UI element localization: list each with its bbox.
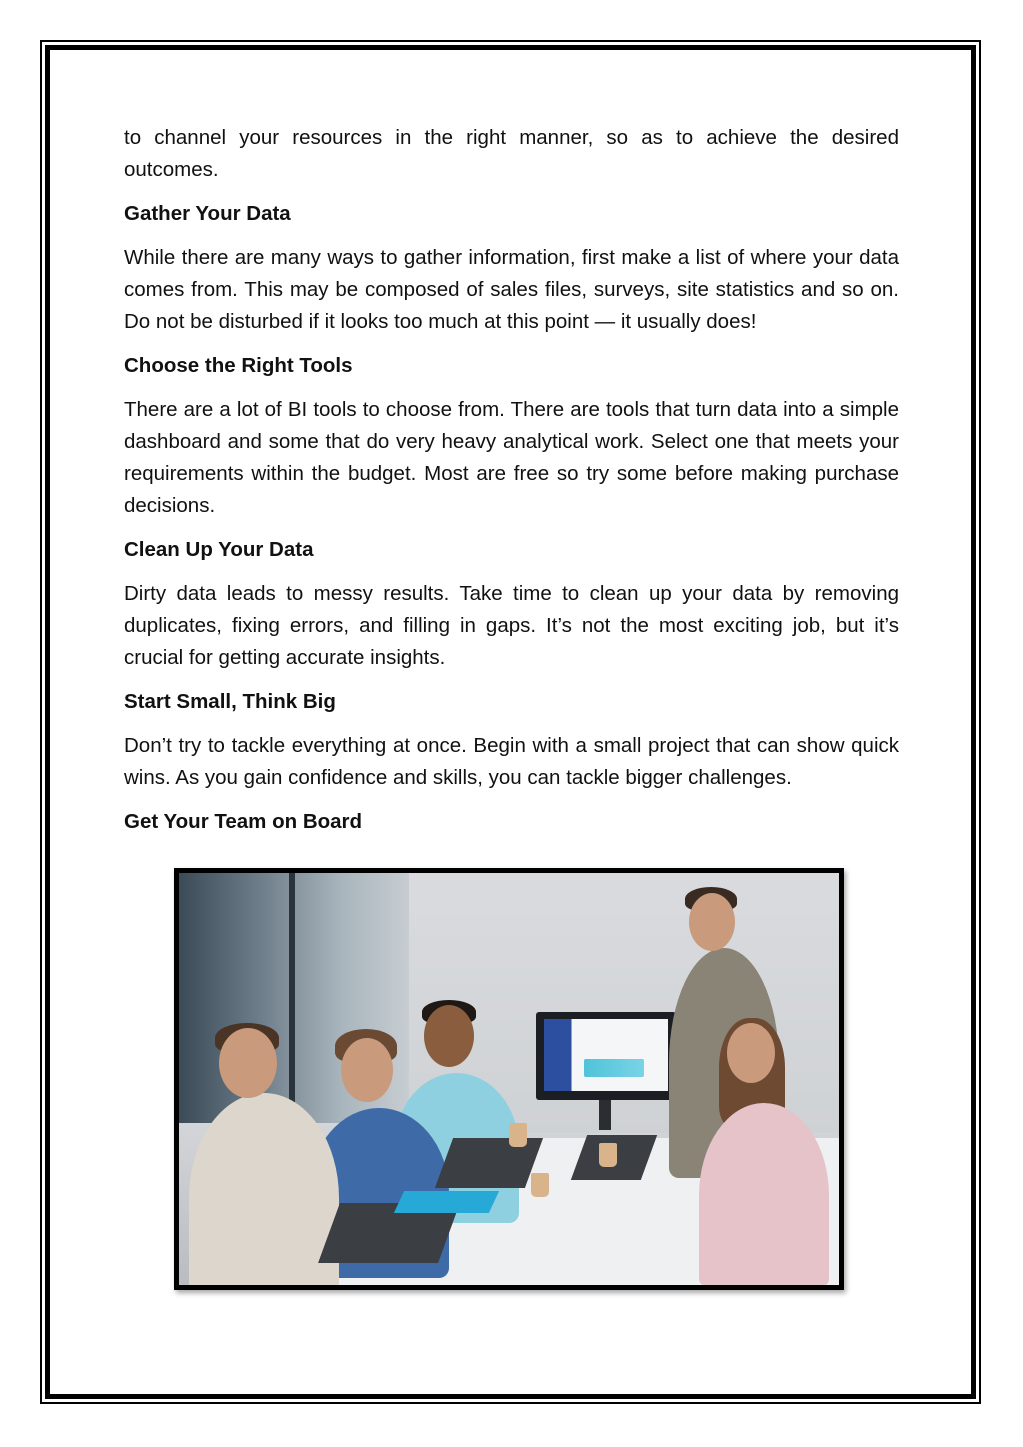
photo-coffee-cup-1 bbox=[509, 1123, 527, 1147]
section-heading-choose-tools: Choose the Right Tools bbox=[124, 354, 353, 377]
intro-paragraph: to channel your resources in the right manner, so as to achieve the desired outcomes. bbox=[124, 126, 899, 181]
photo-person-5-body bbox=[699, 1103, 829, 1288]
photo-presenter-head bbox=[689, 893, 735, 951]
photo-person-2-head bbox=[341, 1038, 393, 1102]
section-heading-team-on-board: Get Your Team on Board bbox=[124, 810, 363, 833]
photo-person-1-body bbox=[189, 1093, 339, 1290]
photo-coffee-cup-3 bbox=[599, 1143, 617, 1167]
photo-coffee-cup-2 bbox=[531, 1173, 549, 1197]
section-heading-start-small: Start Small, Think Big bbox=[124, 690, 336, 713]
photo-laptop-2 bbox=[435, 1138, 543, 1188]
section-heading-clean-data: Clean Up Your Data bbox=[124, 538, 314, 561]
document-body bbox=[124, 122, 899, 850]
team-meeting-photo bbox=[174, 868, 844, 1290]
section-heading-gather-data: Gather Your Data bbox=[124, 202, 291, 225]
section-body-start-small: Don’t try to tackle everything at once. Begin with a small project that can show quick wins. As you gain confidence and skills, you can tackle bigger challenges. bbox=[124, 734, 899, 789]
photo-dashboard-screen bbox=[544, 1019, 668, 1091]
section-body-gather-data: While there are many ways to gather information, first make a list of where your data comes from. This may be composed of sales files, surveys, site statistics and so on. Do not be disturbed if it looks too much at this point — it usually does! bbox=[124, 246, 899, 333]
photo-person-1-head bbox=[219, 1028, 277, 1098]
photo-blue-folder bbox=[394, 1191, 499, 1213]
photo-person-5-head bbox=[727, 1023, 775, 1083]
section-body-clean-data: Dirty data leads to messy results. Take time to clean up your data by removing duplicates, fixing errors, and filling in gaps. It’s not the most exciting job, but it’s crucial for getting accurate insights. bbox=[124, 582, 899, 669]
section-body-choose-tools: There are a lot of BI tools to choose from. There are tools that turn data into a simple dashboard and some that do very heavy analytical work. Select one that meets your requirements within the budget. Most are free so try some before making purchase decisions. bbox=[124, 398, 899, 517]
photo-person-3-head bbox=[424, 1005, 474, 1067]
photo-monitor-stand bbox=[599, 1100, 611, 1130]
